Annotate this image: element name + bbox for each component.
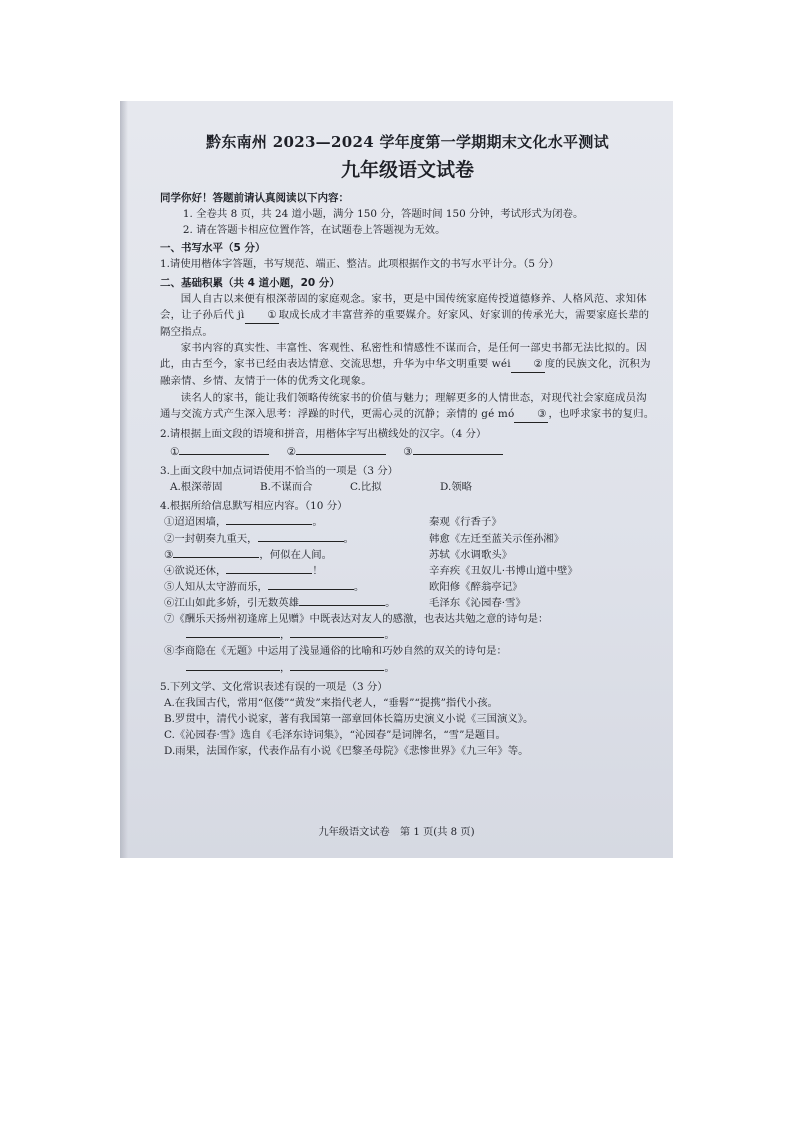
choice-option[interactable]: C.比拟 (350, 481, 382, 494)
exam-sheet (120, 101, 673, 858)
blank-1[interactable]: ① (245, 307, 279, 324)
exam-title: 黔东南州 2023—2024 学年度第一学期期末文化水平测试 (206, 133, 609, 151)
answer-line: ， 。 (160, 627, 655, 643)
choice-option[interactable]: D.领略 (440, 481, 473, 494)
poem-source: 毛泽东《沁园春·雪》 (429, 597, 526, 610)
passage-paragraph: 国人自古以来便有根深蒂固的家庭观念。家书，更是中国传统家庭传授道德修养、人格风范、求知体会，让子孙后代 jì ① 取成长成才丰富营养的重要媒介。好家风、好家训的传承光大，需要家庭长辈的隔空指点。 (160, 292, 650, 339)
answer-line: ， 。 (160, 660, 655, 676)
answer-blanks: ① ② ③ (160, 444, 655, 460)
poem-source: 欧阳修《醉翁亭记》 (429, 580, 523, 593)
choice-option[interactable]: A.在我国古代，常用“伛偻”“黄发”来指代老人，“垂髫”“提携”指代小孩。 (164, 696, 498, 709)
poem-source: 苏轼《水调歌头》 (429, 548, 513, 561)
recitation-blank[interactable] (186, 670, 280, 671)
recitation-blank[interactable] (290, 637, 384, 638)
reading-passage (160, 291, 655, 423)
choice-option[interactable]: B.罗贯中，清代小说家，著有我国第一部章回体长篇历史演义小说《三国演义》。 (164, 712, 534, 725)
passage-paragraph: 读名人的家书，能让我们领略传统家书的价值与魅力；理解更多的人情世态，对现代社会家庭成员沟通与交流方式产生深入思考：浮躁的时代，更需心灵的沉静；亲情的 gé mó ③ ，也呼求家书的复归。 (160, 390, 655, 423)
recitation-blank[interactable] (290, 670, 384, 671)
choice-option[interactable]: B.不谋而合 (260, 481, 313, 494)
question-3: 3.上面文段中加点词语使用不恰当的一项是（3 分） (160, 465, 399, 478)
recitation-row: ⑥江山如此多娇，引无数英雄 。 毛泽东《沁园春·雪》 (160, 595, 655, 611)
choice-option[interactable]: A.根深蒂固 (170, 481, 223, 494)
recitation-row: ⑤人知从太守游而乐， 。 欧阳修《醉翁亭记》 (160, 579, 655, 595)
question-4: 4.根据所给信息默写相应内容。（10 分） (160, 500, 348, 513)
recitation-blank[interactable] (186, 637, 280, 638)
choice-option[interactable]: D.雨果，法国作家，代表作品有小说《巴黎圣母院》《悲惨世界》《九三年》等。 (164, 745, 529, 758)
answer-blank[interactable] (179, 454, 269, 455)
answer-blank[interactable] (413, 454, 503, 455)
notice-item: 2. 请在答题卡相应位置作答，在试题卷上答题视为无效。 (182, 224, 446, 237)
recitation-blank[interactable] (268, 589, 354, 590)
poem-source: 秦观《行香子》 (429, 516, 502, 529)
blank-3[interactable]: ③ (514, 406, 548, 423)
question-5: 5.下列文学、文化常识表述有误的一项是（3 分） (160, 680, 388, 693)
section-heading: 一、书写水平（5 分） (160, 242, 266, 255)
recitation-blank[interactable] (173, 557, 259, 558)
choice-option[interactable]: C.《沁园春·雪》选自《毛泽东诗词集》，“沁园春”是词牌名，“雪”是题目。 (164, 729, 506, 742)
recitation-blank[interactable] (226, 524, 312, 525)
poem-source: 韩愈《左迁至蓝关示侄孙湘》 (429, 532, 565, 545)
notice-heading: 同学你好！答题前请认真阅读以下内容： (160, 191, 349, 204)
notice-item: 1. 全卷共 8 页，共 24 道小题，满分 150 分，答题时间 150 分钟，考试形式为闭卷。 (182, 207, 584, 220)
page-footer: 九年级语文试卷 第 1 页(共 8 页) (318, 827, 475, 838)
recitation-blank[interactable] (258, 541, 344, 542)
recitation-blank[interactable] (226, 573, 312, 574)
recitation-row: ②一封朝奏九重天， 。 韩愈《左迁至蓝关示侄孙湘》 (160, 531, 655, 547)
section-heading: 二、基础积累（共 4 道小题，20 分） (160, 276, 340, 289)
question-2: 2.请根据上面文段的语境和拼音，用楷体字写出横线处的汉字。（4 分） (160, 427, 487, 440)
recitation-row: ①迢迢困墙， 。 秦观《行香子》 (160, 514, 655, 530)
blank-2[interactable]: ② (511, 356, 545, 373)
exam-subtitle: 九年级语文试卷 (340, 159, 474, 182)
recitation-question-7: ⑦《酬乐天扬州初逢席上见赠》中既表达对友人的感激，也表达共勉之意的诗句是： (164, 613, 549, 626)
answer-blank[interactable] (296, 454, 386, 455)
choice-options (160, 479, 655, 495)
recitation-row: ③ ，何似在人间。 苏轼《水调歌头》 (160, 547, 655, 563)
paper-shadow (120, 101, 128, 858)
passage-paragraph: 家书内容的真实性、丰富性、客观性、私密性和情感性不谋而合，是任何一部史书都无法比拟的。因此，由古至今，家书已经由表达情意、交流思想，升华为中华文明重要 wéi ② 度的民族文化，沉积为融亲情、乡情、友情于一体的优秀文化现象。 (160, 342, 651, 388)
recitation-blank[interactable] (299, 605, 385, 606)
poem-source: 辛弃疾《丑奴儿·书博山道中壁》 (429, 564, 578, 577)
recitation-question-8: ⑧李商隐在《无题》中运用了浅显通俗的比喻和巧妙自然的双关的诗句是： (164, 645, 507, 658)
question-1: 1.请使用楷体字答题，书写规范、端正、整洁。此项根据作文的书写水平计分。（5 分） (160, 258, 560, 271)
recitation-row: ④欲说还休， ！ 辛弃疾《丑奴儿·书博山道中壁》 (160, 563, 655, 579)
